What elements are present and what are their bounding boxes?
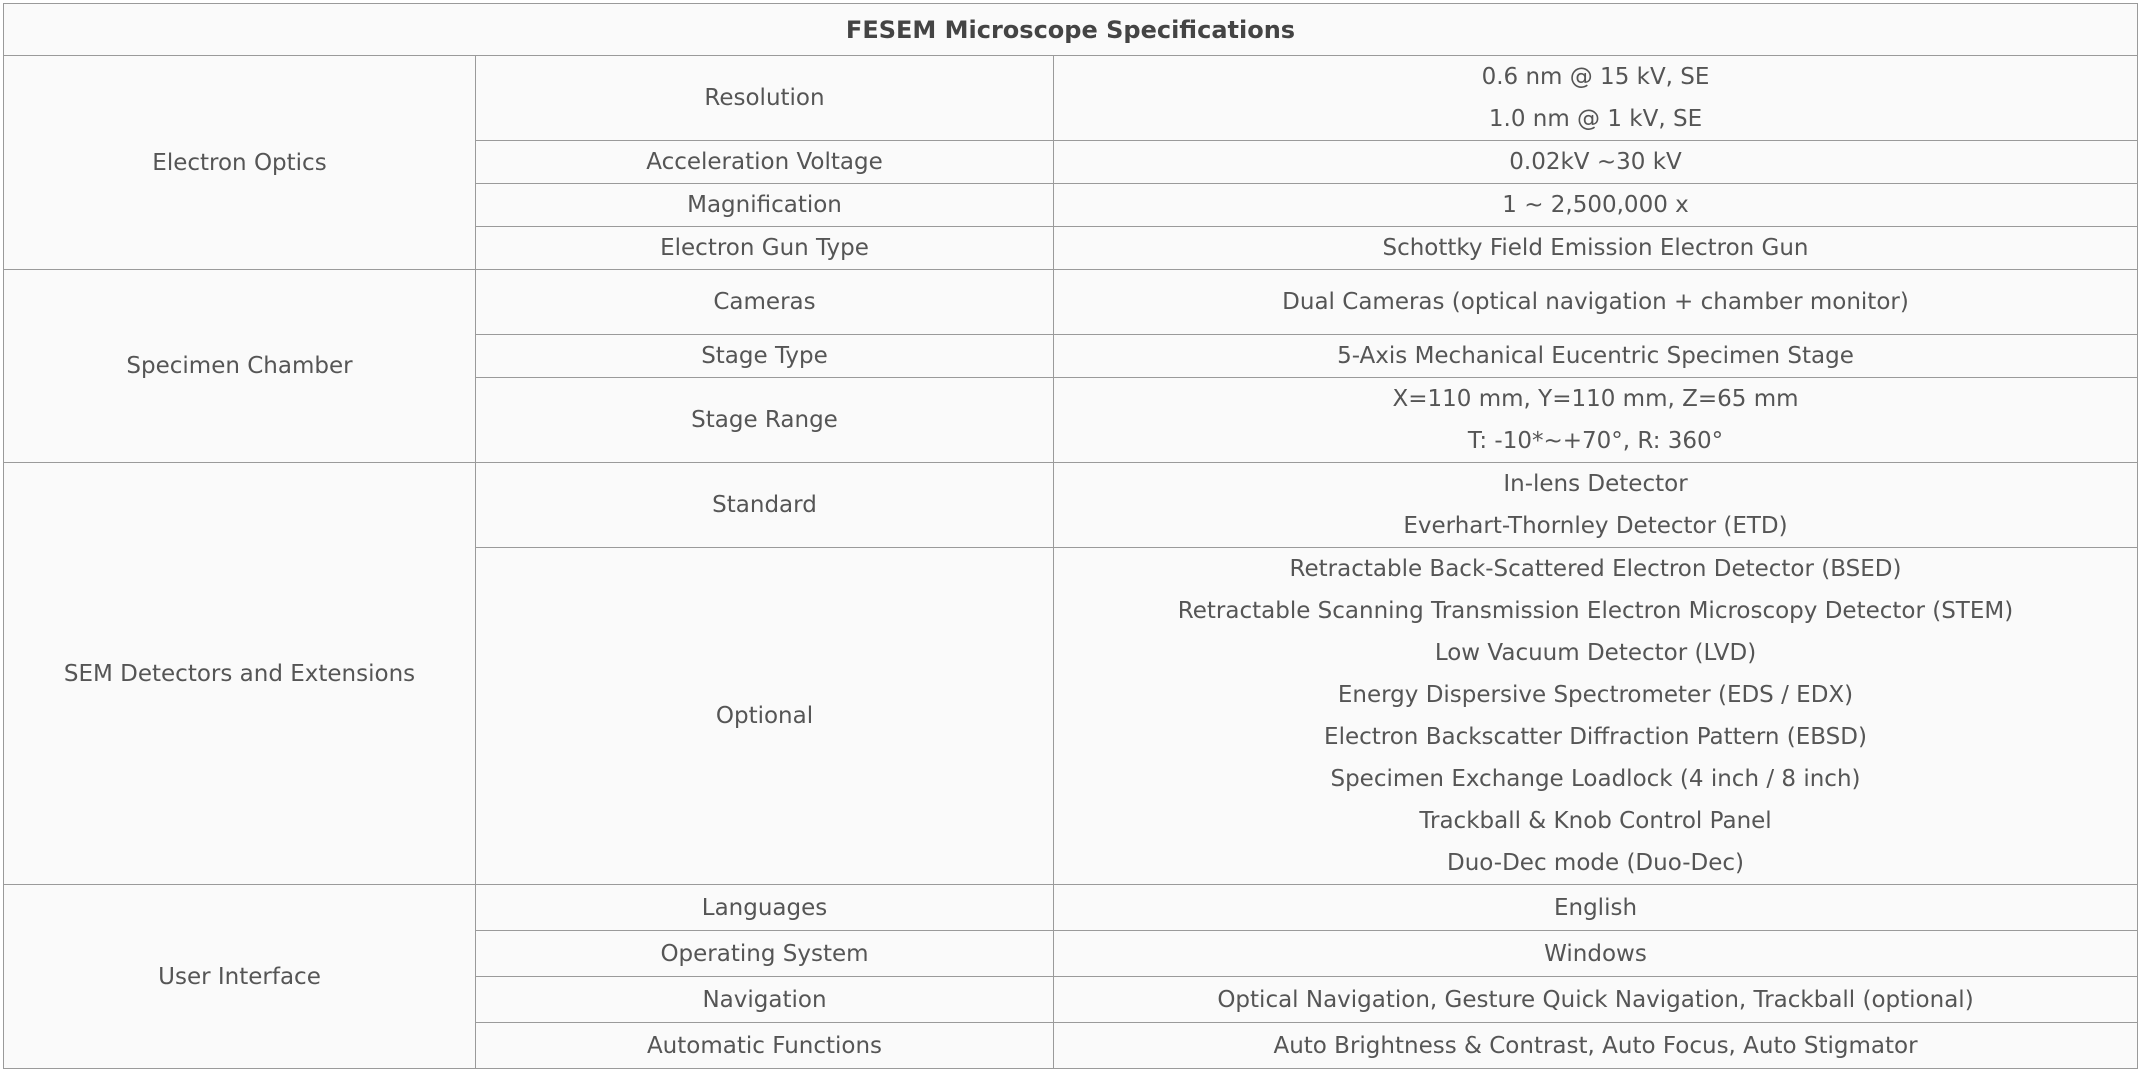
row-value-cameras: Dual Cameras (optical navigation + chamber monitor) xyxy=(1054,270,2138,335)
table-row xyxy=(4,270,2138,335)
value-line: Everhart-Thornley Detector (ETD) xyxy=(1403,513,1788,539)
table-row xyxy=(4,463,2138,548)
row-label-operating-system: Operating System xyxy=(476,931,1054,977)
table-header-row xyxy=(4,4,2138,56)
row-label-electron-gun-type: Electron Gun Type xyxy=(476,227,1054,270)
value-line: T: -10*~+70°, R: 360° xyxy=(1467,428,1724,454)
row-label-stage-type: Stage Type xyxy=(476,335,1054,378)
table-row xyxy=(4,56,2138,141)
group-electron-optics: Electron Optics xyxy=(4,56,476,270)
row-label-automatic-functions: Automatic Functions xyxy=(476,1023,1054,1069)
row-value-resolution xyxy=(1054,56,2138,141)
row-value-electron-gun-type: Schottky Field Emission Electron Gun xyxy=(1054,227,2138,270)
row-label-stage-range: Stage Range xyxy=(476,378,1054,463)
row-label-magnification: Magnification xyxy=(476,184,1054,227)
table-row xyxy=(4,885,2138,931)
row-value-stage-type: 5-Axis Mechanical Eucentric Specimen Stage xyxy=(1054,335,2138,378)
group-sem-detectors: SEM Detectors and Extensions xyxy=(4,463,476,885)
row-label-languages: Languages xyxy=(476,885,1054,931)
value-line: X=110 mm, Y=110 mm, Z=65 mm xyxy=(1392,386,1799,412)
row-label-resolution: Resolution xyxy=(476,56,1054,141)
row-value-operating-system: Windows xyxy=(1054,931,2138,977)
row-value-standard xyxy=(1054,463,2138,548)
value-line: Electron Backscatter Diffraction Pattern (EBSD) xyxy=(1324,724,1867,750)
value-line: 0.6 nm @ 15 kV, SE xyxy=(1481,64,1710,90)
row-value-stage-range xyxy=(1054,378,2138,463)
value-line: Retractable Back-Scattered Electron Detector (BSED) xyxy=(1289,556,1902,582)
row-value-automatic-functions: Auto Brightness & Contrast, Auto Focus, Auto Stigmator xyxy=(1054,1023,2138,1069)
row-value-navigation: Optical Navigation, Gesture Quick Navigation, Trackball (optional) xyxy=(1054,977,2138,1023)
group-specimen-chamber: Specimen Chamber xyxy=(4,270,476,463)
spec-table-container xyxy=(3,3,2137,1069)
value-line: Trackball & Knob Control Panel xyxy=(1419,808,1772,834)
value-line: Retractable Scanning Transmission Electron Microscopy Detector (STEM) xyxy=(1177,598,2014,624)
value-line: Low Vacuum Detector (LVD) xyxy=(1434,640,1757,666)
row-label-acceleration-voltage: Acceleration Voltage xyxy=(476,141,1054,184)
value-line: Specimen Exchange Loadlock (4 inch / 8 inch) xyxy=(1330,766,1861,792)
value-line: 1.0 nm @ 1 kV, SE xyxy=(1488,106,1703,132)
row-label-cameras: Cameras xyxy=(476,270,1054,335)
value-line: In-lens Detector xyxy=(1503,471,1688,497)
table-title: FESEM Microscope Specifications xyxy=(4,4,2138,56)
row-label-optional: Optional xyxy=(476,548,1054,885)
row-label-navigation: Navigation xyxy=(476,977,1054,1023)
value-line: Duo-Dec mode (Duo-Dec) xyxy=(1447,850,1744,876)
spec-table xyxy=(3,3,2138,1069)
row-value-magnification: 1 ~ 2,500,000 x xyxy=(1054,184,2138,227)
row-value-acceleration-voltage: 0.02kV ~30 kV xyxy=(1054,141,2138,184)
row-label-standard: Standard xyxy=(476,463,1054,548)
value-line: Energy Dispersive Spectrometer (EDS / EDX) xyxy=(1337,682,1854,708)
row-value-languages: English xyxy=(1054,885,2138,931)
group-user-interface: User Interface xyxy=(4,885,476,1069)
row-value-optional xyxy=(1054,548,2138,885)
